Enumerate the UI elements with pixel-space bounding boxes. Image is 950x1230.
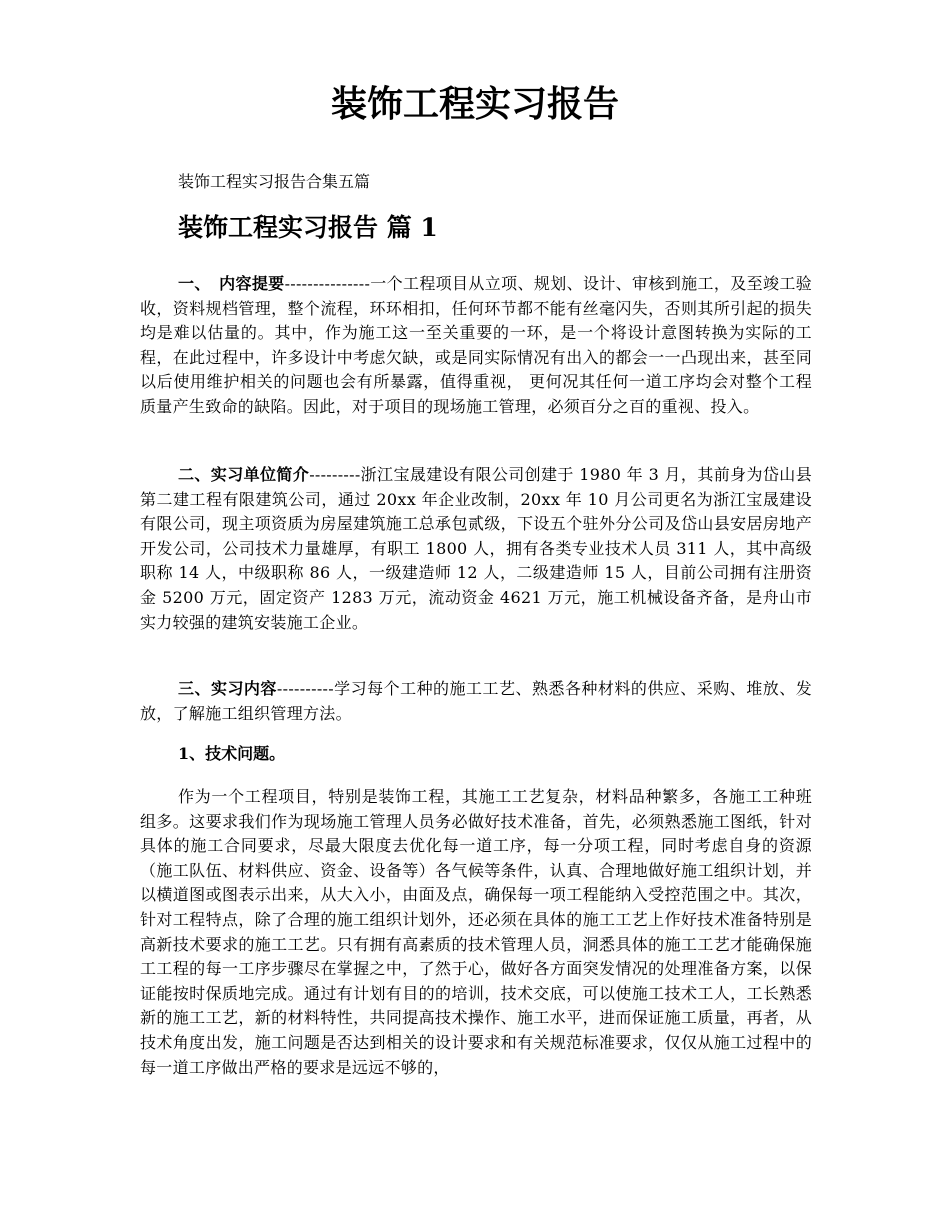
section-company-intro (140, 463, 812, 635)
section-paragraph (140, 677, 812, 726)
section-internship-content (140, 677, 812, 726)
section-text: 一个工程项目从立项、规划、设计、审核到施工，及至竣工验收，资料规档管理，整个流程，环环相扣，任何环节都不能有丝毫闪失，否则其所引起的损失均是难以估量的。其中，作为施工这一至关重要的一环，是一个将设计意图转换为实际的工程，在此过程中，许多设计中考虑欠缺，或是同实际情况有出入的都会一一凸现出来，甚至同以后使用维护相关的问题也会有所暴露，值得重视， 更何况其任何一道工序均会对整个工程质量产生致命的缺陷。因此，对于项目的现场施工管理，必须百分之百的重视、投入。 (140, 274, 812, 416)
part-title: 装饰工程实习报告 篇 1 (178, 213, 438, 242)
section-text: 浙江宝晟建设有限公司创建于 1980 年 3 月，其前身为岱山县第二建工程有限建筑公司，通过 20xx 年企业改制，20xx 年 10 月公司更名为浙江宝晟建设有限公司，现主项资质为房屋建筑施工总承包贰级，下设五个驻外分公司及岱山县安居房地产开发公司，公司技术力量雄厚，有职工 1800 人，拥有各类专业技术人员 311 人，其中高级职称 14 人，中级职称 86 人，一级建造师 12 人，二级建造师 15 人，目前公司拥有注册资金 5200 万元，固定资产 1283 万元，流动资金 4621 万元，施工机械设备齐备，是舟山市实力较强的建筑安装施工企业。 (140, 465, 813, 632)
section-heading: 一、 内容提要 (178, 274, 285, 293)
section-summary (140, 272, 812, 420)
section-heading: 二、实习单位简介 (178, 465, 310, 484)
subsection-heading: 1、技术问题。 (178, 744, 286, 763)
document-title: 装饰工程实习报告 (330, 83, 619, 125)
technical-issues-block (140, 785, 812, 1080)
section-heading: 三、实习内容 (178, 679, 277, 698)
document-subtitle: 装饰工程实习报告合集五篇 (178, 172, 371, 191)
section-dashes: --------- (309, 465, 361, 484)
section-dashes: ---------- (276, 679, 334, 698)
section-paragraph (140, 463, 812, 635)
section-text: 学习每个工种的施工工艺、熟悉各种材料的供应、采购、堆放、发放，了解施工组织管理方法。 (140, 679, 812, 723)
section-paragraph (140, 272, 812, 420)
section-dashes: --------------- (284, 274, 371, 293)
body-paragraph: 作为一个工程项目，特别是装饰工程，其施工工艺复杂，材料品种繁多，各施工工种班组多。这要求我们作为现场施工管理人员务必做好技术准备，首先，必须熟悉施工图纸，针对具体的施工合同要求，尽最大限度去优化每一道工序，每一分项工程，同时考虑自身的资源（施工队伍、材料供应、资金、设备等）各气候等条件，认真、合理地做好施工组织计划，并以横道图或图表示出来，从大入小，由面及点，确保每一项工程能纳入受控范围之中。其次，针对工程特点，除了合理的施工组织计划外，还必须在具体的施工工艺上作好技术准备特别是高新技术要求的施工工艺。只有拥有高素质的技术管理人员，洞悉具体的施工工艺才能确保施工工程的每一工序步骤尽在掌握之中，了然于心，做好各方面突发情况的处理准备方案，以保证能按时保质地完成。通过有计划有目的的培训，技术交底，可以使施工技术工人，工长熟悉新的施工工艺，新的材料特性，共同提高技术操作、施工水平，进而保证施工质量，再者，从技术角度出发，施工问题是否达到相关的设计要求和有关规范标准要求，仅仅从施工过程中的每一道工序做出严格的要求是远远不够的， (140, 787, 812, 1077)
